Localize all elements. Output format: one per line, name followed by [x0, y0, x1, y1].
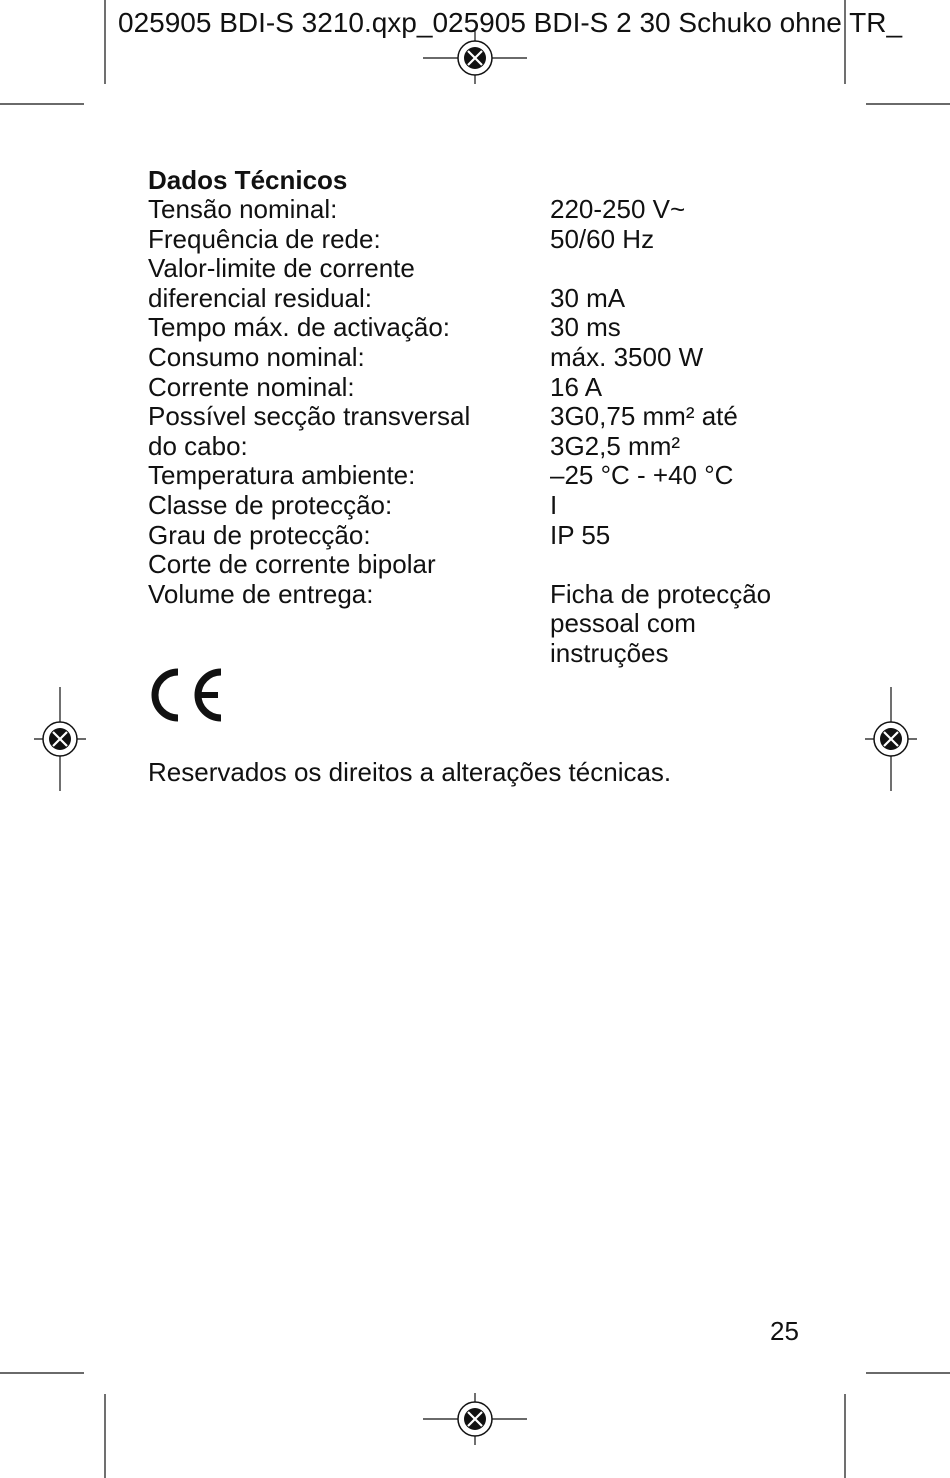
- spec-value: [550, 550, 771, 580]
- spec-value: IP 55: [550, 519, 611, 550]
- spec-label: Corte de corrente bipolar: [148, 549, 436, 580]
- spec-row: [148, 225, 771, 255]
- spec-row: [148, 609, 771, 639]
- spec-label: Valor-limite de corrente: [148, 253, 415, 284]
- spec-row: [148, 432, 771, 462]
- spec-value: 50/60 Hz: [550, 223, 655, 254]
- spec-row: [148, 402, 771, 432]
- spec-row: [148, 284, 771, 314]
- spec-label: Volume de entrega:: [148, 578, 374, 609]
- spec-value: 30 mA: [550, 282, 626, 313]
- spec-label: Grau de protecção:: [148, 519, 371, 550]
- ce-mark-icon: [148, 667, 228, 723]
- spec-label: [148, 609, 550, 639]
- spec-value: 3G2,5 mm²: [550, 430, 681, 461]
- spec-label: do cabo:: [148, 430, 248, 461]
- spec-row: [148, 521, 771, 551]
- registration-mark-left-icon: [34, 687, 86, 791]
- spec-row: [148, 550, 771, 580]
- spec-value: I: [550, 489, 558, 520]
- spec-label: Frequência de rede:: [148, 223, 381, 254]
- spec-value: 30 ms: [550, 312, 621, 343]
- spec-title: Dados Técnicos: [148, 165, 348, 195]
- spec-row: [148, 195, 771, 225]
- spec-value: 220-250 V~: [550, 194, 686, 224]
- spec-label: Consumo nominal:: [148, 341, 365, 372]
- spec-row: [148, 313, 771, 343]
- spec-value: 16 A: [550, 371, 603, 402]
- spec-row: [148, 580, 771, 610]
- spec-value: [550, 254, 771, 284]
- spec-row: [148, 639, 771, 669]
- spec-value: instruções: [550, 637, 669, 668]
- spec-label: Possível secção transversal: [148, 401, 471, 432]
- technical-changes-notice: Reservados os direitos a alterações técnicas.: [148, 757, 672, 787]
- spec-label: Tensão nominal:: [148, 194, 338, 224]
- spec-value: 3G0,75 mm² até: [550, 401, 738, 432]
- spec-row: [148, 254, 771, 284]
- spec-row: [148, 491, 771, 521]
- spec-value: pessoal com: [550, 608, 696, 639]
- spec-value: –25 °C - +40 °C: [550, 460, 734, 491]
- registration-mark-right-icon: [865, 687, 917, 791]
- spec-label: Corrente nominal:: [148, 371, 355, 402]
- spec-label: [148, 639, 550, 669]
- spec-label: Classe de protecção:: [148, 489, 393, 520]
- spec-label: diferencial residual:: [148, 282, 373, 313]
- spec-label: Tempo máx. de activação:: [148, 312, 451, 343]
- spec-row: [148, 373, 771, 403]
- registration-mark-bottom-icon: [423, 1393, 527, 1445]
- page-number: 25: [770, 1316, 799, 1346]
- spec-table: [148, 195, 771, 669]
- file-slug-header: 025905 BDI-S 3210.qxp_025905 BDI-S 2 30 Schuko ohne TR_: [118, 7, 903, 38]
- spec-row: [148, 343, 771, 373]
- spec-value: máx. 3500 W: [550, 341, 704, 372]
- spec-value: Ficha de protecção: [550, 578, 772, 609]
- spec-label: Temperatura ambiente:: [148, 460, 416, 491]
- spec-row: [148, 461, 771, 491]
